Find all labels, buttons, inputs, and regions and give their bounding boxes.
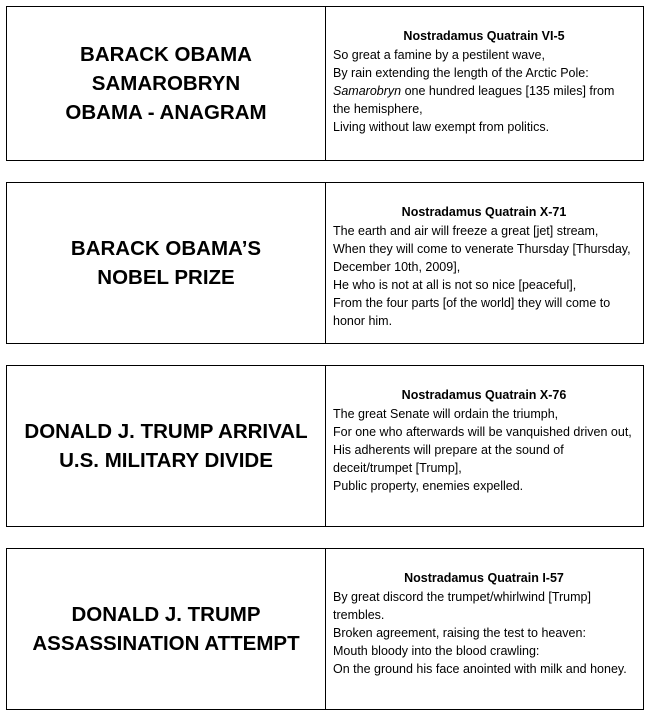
quatrain-card (6, 548, 644, 710)
verse-line: The earth and air will freeze a great [jet] stream, (333, 224, 599, 238)
quatrain-card (6, 365, 644, 527)
quatrain-cell (326, 366, 643, 526)
quatrain-title: Nostradamus Quatrain I-57 (404, 571, 564, 585)
headline-cell (7, 183, 326, 343)
headline-line: SAMAROBRYN (91, 72, 241, 95)
verse-line: For one who afterwards will be vanquished driven out, (333, 425, 632, 439)
verse-line-rest: one hundred leagues [135 miles] from the hemisphere, (333, 84, 615, 116)
quatrain-cell (326, 7, 643, 160)
quatrain-cell (326, 549, 643, 709)
headline-line: BARACK OBAMA (80, 43, 252, 66)
headline-line: DONALD J. TRUMP ARRIVAL (24, 420, 308, 443)
headline-line: U.S. MILITARY DIVIDE (59, 449, 273, 472)
quatrain-title: Nostradamus Quatrain X-76 (401, 388, 567, 402)
verse-line: His adherents will prepare at the sound of deceit/trumpet [Trump], (333, 443, 564, 475)
headline-cell (7, 549, 326, 709)
verse-line: On the ground his face anointed with milk and honey. (333, 662, 627, 676)
verse-line: From the four parts [of the world] they will come to honor him. (333, 296, 611, 328)
verse-line (333, 82, 635, 118)
headline-line: BARACK OBAMA’S (70, 237, 262, 260)
verse-line: So great a famine by a pestilent wave, (333, 48, 545, 62)
headline-line: DONALD J. TRUMP (71, 603, 261, 626)
verse-line: The great Senate will ordain the triumph, (333, 407, 559, 421)
verse-line: By rain extending the length of the Arctic Pole: (333, 66, 589, 80)
verse-line: When they will come to venerate Thursday [Thursday, December 10th, 2009], (333, 242, 631, 274)
verse-line: He who is not at all is not so nice [peaceful], (333, 278, 577, 292)
quatrain-cell (326, 183, 643, 343)
headline-line: OBAMA - ANAGRAM (65, 101, 267, 124)
headline-line: NOBEL PRIZE (97, 266, 235, 289)
verse-line: Broken agreement, raising the test to heaven: (333, 626, 586, 640)
verse-line: By great discord the trumpet/whirlwind [Trump] trembles. (333, 590, 591, 622)
headline-line: ASSASSINATION ATTEMPT (32, 632, 300, 655)
quatrain-card (6, 182, 644, 344)
verse-line: Public property, enemies expelled. (333, 479, 524, 493)
headline-cell (7, 366, 326, 526)
headline-cell (7, 7, 326, 160)
quatrain-title: Nostradamus Quatrain X-71 (401, 205, 567, 219)
verse-line: Living without law exempt from politics. (333, 120, 550, 134)
quatrain-title: Nostradamus Quatrain VI-5 (403, 29, 565, 43)
verse-line: Mouth bloody into the blood crawling: (333, 644, 540, 658)
verse-italic-word: Samarobryn (333, 84, 402, 98)
quatrain-card (6, 6, 644, 161)
